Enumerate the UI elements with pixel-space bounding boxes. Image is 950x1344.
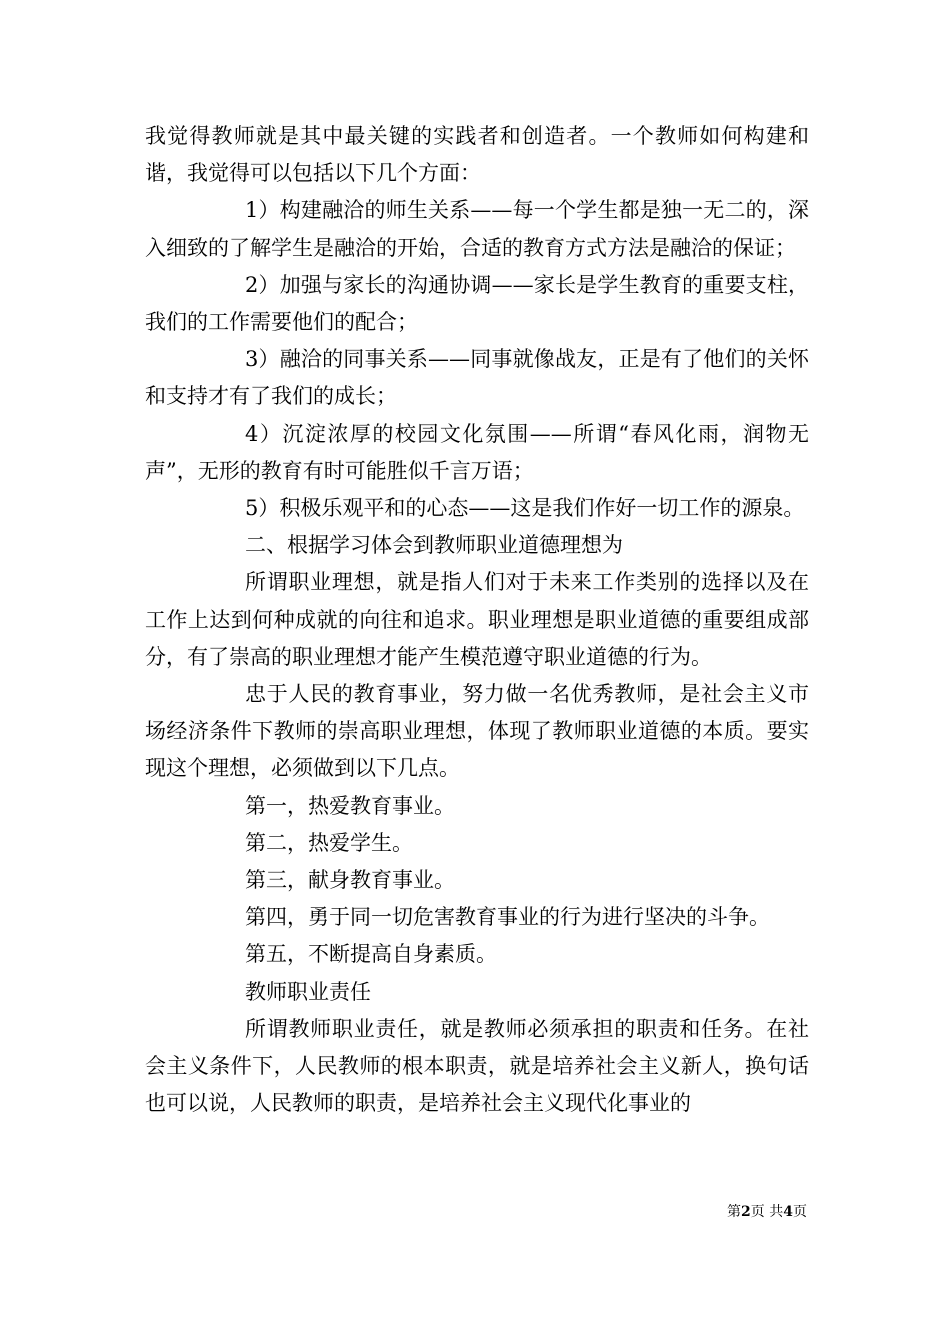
point-third: 第三，献身教育事业。 (245, 868, 455, 893)
paragraph-career-ideal: 所谓职业理想，就是指人们对于未来工作类别的选择以及在工作上达到何种成就的向往和追求。职业理想是职业道德的重要组成部分，有了崇高的职业理想才能产生模范遵守职业道德的行为。 (145, 570, 809, 669)
paragraph-item-1: 1）构建融洽的师生关系——每一个学生都是独一无二的，深入细致的了解学生是融洽的开始，合适的教育方式方法是融洽的保证； (145, 198, 809, 260)
document-body (145, 118, 809, 1122)
paragraph-intro: 我觉得教师就是其中最关键的实践者和创造者。一个教师如何构建和谐，我觉得可以包括以下几个方面： (145, 124, 809, 186)
point-first: 第一，热爱教育事业。 (245, 793, 455, 818)
page-footer (0, 1203, 807, 1221)
point-fourth: 第四，勇于同一切危害教育事业的行为进行坚决的斗争。 (245, 905, 770, 930)
paragraph-loyalty: 忠于人民的教育事业，努力做一名优秀教师，是社会主义市场经济条件下教师的崇高职业理想，体现了教师职业道德的本质。要实现这个理想，必须做到以下几点。 (145, 682, 809, 781)
paragraph-item-2: 2）加强与家长的沟通协调——家长是学生教育的重要支柱，我们的工作需要他们的配合； (145, 272, 809, 335)
section-heading-2: 二、根据学习体会到教师职业道德理想为 (245, 533, 623, 558)
paragraph-item-3: 3）融洽的同事关系——同事就像战友，正是有了他们的关怀和支持才有了我们的成长； (145, 347, 809, 409)
paragraph-item-4: 4）沉淀浓厚的校园文化氛围——所谓“春风化雨，润物无声”，无形的教育有时可能胜似千言万语； (145, 421, 809, 483)
paragraph-item-5: 5）积极乐观平和的心态——这是我们作好一切工作的源泉。 (245, 496, 805, 521)
footer-page-number: 2 (741, 1204, 751, 1220)
footer-middle: 页 共 (750, 1204, 784, 1220)
point-fifth: 第五，不断提高自身素质。 (245, 942, 497, 967)
footer-total-pages: 4 (783, 1204, 793, 1220)
footer-suffix: 页 (793, 1204, 807, 1220)
footer-prefix: 第 (727, 1204, 742, 1220)
subheading-responsibility: 教师职业责任 (245, 979, 371, 1004)
point-second: 第二，热爱学生。 (245, 830, 413, 855)
paragraph-responsibility: 所谓教师职业责任，就是教师必须承担的职责和任务。在社会主义条件下，人民教师的根本职责，就是培养社会主义新人，换句话也可以说，人民教师的职责，是培养社会主义现代化事业的 (145, 1016, 809, 1116)
